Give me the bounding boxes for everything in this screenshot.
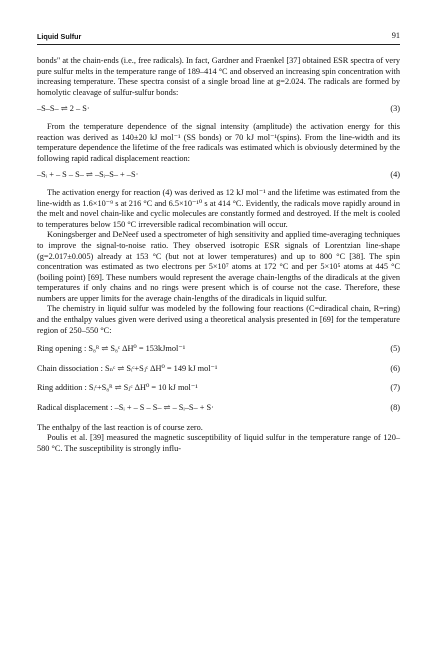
equation-3-expression: –S–S– ⇌ 2 – S· <box>37 104 90 114</box>
paragraph-6: The enthalpy of the last reaction is of course zero. <box>37 422 203 432</box>
equation-4 <box>37 170 400 181</box>
equation-4-number: (4) <box>390 170 400 180</box>
page-number: 91 <box>391 31 400 40</box>
paragraph-3: The activation energy for reaction (4) was derived as 12 kJ mol⁻¹ and the lifetime was estimated from the line-width as 1.6×10⁻⁹ s at 216 °C and 6.5×10⁻¹⁰ s at 414 °C. Evidently, the radicals move rapidly around in the melt and novel chain-like and cyclic molecules are constantly formed and destroyed. If the melt is cooled to temperatures below 150 °C irreversible radical recombination will occur. <box>37 187 400 229</box>
equation-3-number: (3) <box>390 104 400 114</box>
paragraph-1: bonds" at the chain-ends (i.e., free radicals). In fact, Gardner and Fraenkel [37] obtained ESR spectra of very pure sulfur melts in the temperature range of 189–414 °C and observed an increasing spin concentration with increasing temperature. These spectra consist of a single broad line at g=2.024. The radicals are formed by homolytic cleavage of sulfur-sulfur bonds: <box>37 56 400 97</box>
equation-7-expression: Ring addition : Sᵢᶜ+S₈ᴿ ⇌ Sⱼᶜ ΔH⁰ = 10 kJ mol⁻¹ <box>37 383 198 393</box>
equation-3 <box>37 104 400 115</box>
equation-5-expression: Ring opening : S₈ᴿ ⇌ S₈ᶜ ΔH⁰ = 153kJmol⁻¹ <box>37 344 186 354</box>
paragraph-4: Koningsberger and DeNeef used a spectrometer of high sensitivity and applied time-averaging techniques to improve the signal-to-noise ratio. They observed isotropic ESR signals of Lorentzian line-shape (g=2.017±0.005) already at 153 °C (but not at lower temperatures) and up to 800 °C [38]. The spin concentration was estimated as two electrons per 5×10⁷ atoms at 172 °C and per 5×10⁵ atoms at 445 °C (boiling point) [69]. These numbers would represent the average chain-lengths of the diradicals at the given temperatures if only chains and no rings were present which is of course not the case. Therefore, these numbers are upper limits for the average chain-lengths of the diradicals in liquid sulfur. <box>37 230 400 303</box>
equation-7-number: (7) <box>390 383 400 393</box>
equation-7 <box>37 383 400 394</box>
equation-8-expression: Radical displacement : –Sᵢ + – S – S– ⇌ – Sᵢ–S– + S· <box>37 403 214 413</box>
equation-4-expression: –Sᵢ + – S – S– ⇌ –Sᵢ–S– + –S· <box>37 170 139 180</box>
equation-8-number: (8) <box>390 403 400 413</box>
equation-6 <box>37 364 400 375</box>
equation-6-number: (6) <box>390 363 400 373</box>
equation-6-expression: Chain dissociation : Sₙᶜ ⇌ Sᵢᶜ+Sⱼᶜ ΔH⁰ = 149 kJ mol⁻¹ <box>37 363 218 373</box>
running-head-title: Liquid Sulfur <box>37 32 82 41</box>
page-body <box>37 56 400 454</box>
paragraph-5: The chemistry in liquid sulfur was modeled by the following four reactions (C=diradical chain, R=ring) and the enthalpy values given were derived using a theoretical analysis presented in [69] for the temperature region of 250–550 °C: <box>37 304 400 335</box>
paragraph-2: From the temperature dependence of the signal intensity (amplitude) the activation energy for this reaction was derived as 140±20 kJ mol⁻¹ (SS bonds) or 70 kJ mol⁻¹(spins). From the line-width and its temperature dependence the lifetime of the free radicals was estimated which is obviously determined by the following rapid radical displacement reaction: <box>37 121 400 163</box>
equation-5 <box>37 344 400 355</box>
equation-8 <box>37 403 400 414</box>
paragraph-7: Poulis et al. [39] measured the magnetic susceptibility of liquid sulfur in the temperature range of 120–580 °C. The susceptibility is strongly influ- <box>37 433 400 453</box>
equation-5-number: (5) <box>390 344 400 354</box>
running-header <box>37 32 400 45</box>
